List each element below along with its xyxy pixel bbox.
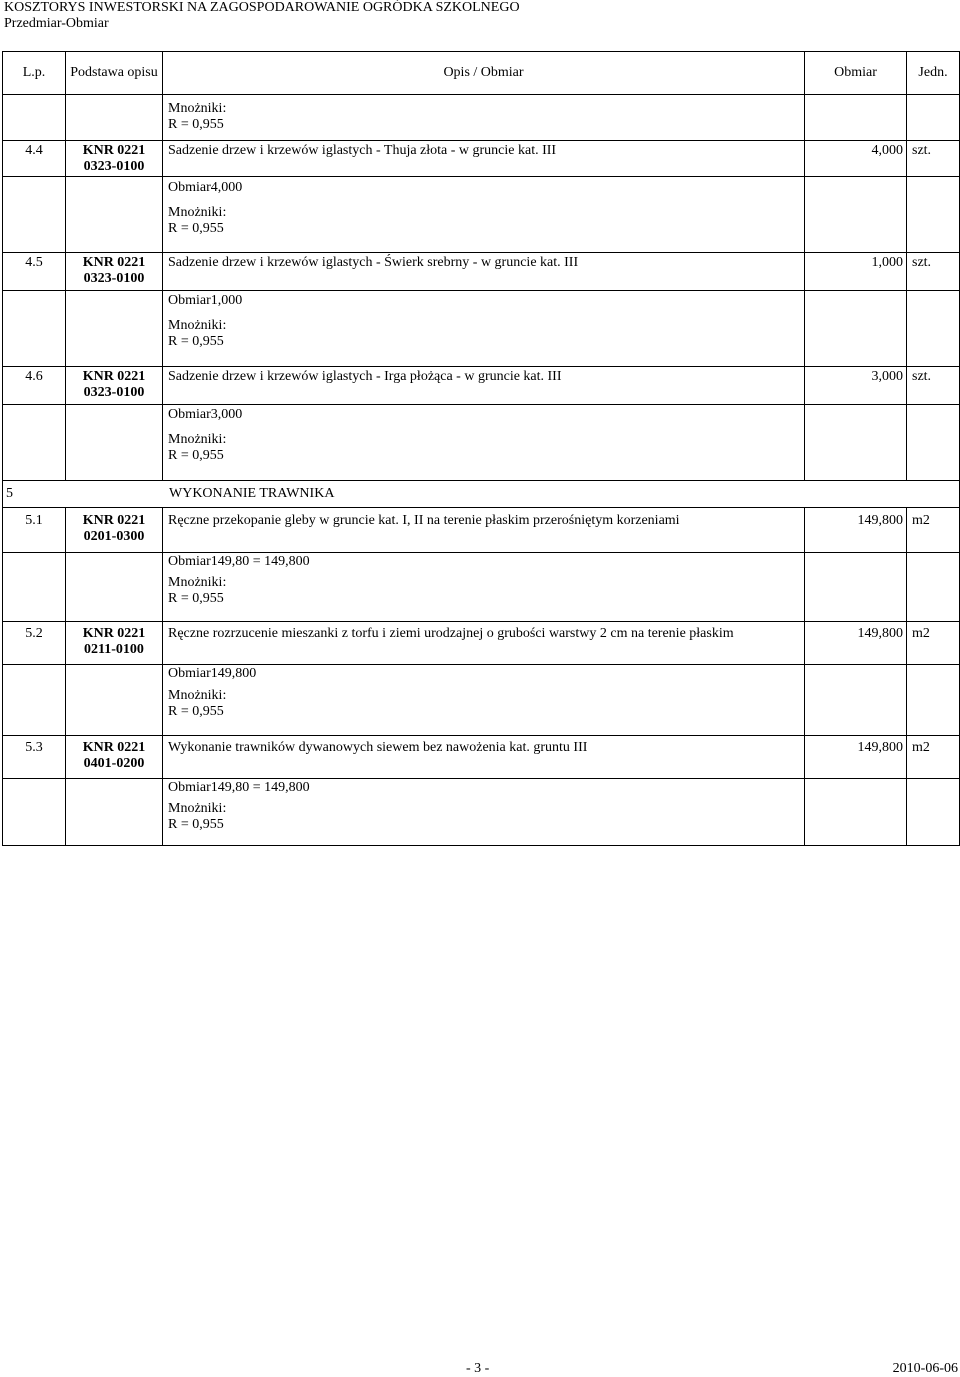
kod-line1: KNR 0221 — [82, 513, 146, 528]
col-header-lp: L.p. — [3, 52, 66, 95]
kod-line2: 0323-0100 — [83, 271, 145, 286]
obmiar-cell — [163, 553, 805, 622]
row-obmiar: 3,000 — [805, 367, 907, 405]
kod-line2: 0401-0200 — [83, 756, 145, 771]
obmiar-line: Obmiar1,000 — [168, 293, 243, 308]
table-row — [3, 779, 960, 846]
row-kod — [66, 367, 163, 405]
page-number: - 3 - — [466, 1361, 490, 1376]
section-number: 5 — [6, 486, 13, 501]
row-opis: Wykonanie trawników dywanowych siewem bez nawożenia kat. gruntu III — [163, 736, 805, 779]
kod-line2: 0323-0100 — [83, 159, 145, 174]
obmiar-line: Obmiar149,80 = 149,800 — [168, 780, 310, 795]
multiplier-value: R = 0,955 — [168, 221, 224, 236]
document-date: 2010-06-06 — [892, 1361, 958, 1376]
obmiar-cell — [163, 291, 805, 367]
row-kod — [66, 141, 163, 177]
multiplier-cell — [163, 95, 805, 141]
row-opis: Ręczne przekopanie gleby w gruncie kat. I, II na terenie płaskim przerośniętym korzeniami — [163, 508, 805, 553]
obmiar-line: Obmiar149,800 — [168, 666, 257, 681]
row-lp: 5.1 — [3, 508, 66, 553]
row-lp: 4.5 — [3, 253, 66, 291]
obmiar-cell — [163, 779, 805, 846]
kod-line1: KNR 0221 — [82, 369, 146, 384]
cost-estimate-table — [2, 51, 960, 846]
row-jedn: szt. — [907, 141, 960, 177]
table-row — [3, 736, 960, 779]
table-row — [3, 141, 960, 177]
section-cell — [3, 481, 960, 508]
row-opis: Sadzenie drzew i krzewów iglastych - Irga płożąca - w gruncie kat. III — [163, 367, 805, 405]
document-subtitle: Przedmiar-Obmiar — [4, 16, 109, 31]
multiplier-value: R = 0,955 — [168, 334, 224, 349]
obmiar-cell — [163, 177, 805, 253]
row-lp: 4.4 — [3, 141, 66, 177]
multiplier-label: Mnożniki: — [168, 318, 227, 333]
row-jedn: m2 — [907, 736, 960, 779]
table-row — [3, 665, 960, 736]
table-row — [3, 553, 960, 622]
row-lp: 5.3 — [3, 736, 66, 779]
table-row — [3, 405, 960, 481]
row-kod — [66, 622, 163, 665]
kod-line1: KNR 0221 — [82, 255, 146, 270]
multiplier-label: Mnożniki: — [168, 801, 227, 816]
obmiar-line: Obmiar149,80 = 149,800 — [168, 554, 310, 569]
row-kod — [66, 253, 163, 291]
table-row — [3, 291, 960, 367]
table-row — [3, 622, 960, 665]
row-opis: Ręczne rozrzucenie mieszanki z torfu i ziemi urodzajnej o grubości warstwy 2 cm na terenie płaskim — [163, 622, 805, 665]
table-row — [3, 508, 960, 553]
row-obmiar: 4,000 — [805, 141, 907, 177]
multiplier-label: Mnożniki: — [168, 205, 227, 220]
col-header-jedn: Jedn. — [907, 52, 960, 95]
table-header-row — [3, 52, 960, 95]
row-opis: Sadzenie drzew i krzewów iglastych - Świerk srebrny - w gruncie kat. III — [163, 253, 805, 291]
col-header-opis: Opis / Obmiar — [163, 52, 805, 95]
multiplier-label: Mnożniki: — [168, 101, 227, 116]
row-opis: Sadzenie drzew i krzewów iglastych - Thuja złota - w gruncie kat. III — [163, 141, 805, 177]
kod-line2: 0201-0300 — [83, 529, 145, 544]
kod-line2: 0211-0100 — [84, 642, 144, 657]
row-jedn: m2 — [907, 508, 960, 553]
obmiar-cell — [163, 665, 805, 736]
row-lp: 4.6 — [3, 367, 66, 405]
kod-line1: KNR 0221 — [82, 143, 146, 158]
col-header-podstawa: Podstawa opisu — [66, 52, 163, 95]
row-obmiar: 149,800 — [805, 736, 907, 779]
multiplier-label: Mnożniki: — [168, 575, 227, 590]
obmiar-line: Obmiar3,000 — [168, 407, 243, 422]
multiplier-value: R = 0,955 — [168, 117, 224, 132]
row-jedn: m2 — [907, 622, 960, 665]
multiplier-value: R = 0,955 — [168, 817, 224, 832]
row-kod — [66, 736, 163, 779]
row-jedn: szt. — [907, 253, 960, 291]
col-header-obmiar: Obmiar — [805, 52, 907, 95]
multiplier-label: Mnożniki: — [168, 432, 227, 447]
multiplier-value: R = 0,955 — [168, 448, 224, 463]
table-row — [3, 253, 960, 291]
table-row — [3, 367, 960, 405]
section-row — [3, 481, 960, 508]
kod-line2: 0323-0100 — [83, 385, 145, 400]
obmiar-line: Obmiar4,000 — [168, 180, 243, 195]
obmiar-cell — [163, 405, 805, 481]
section-title: WYKONANIE TRAWNIKA — [169, 486, 335, 501]
table-row — [3, 177, 960, 253]
row-obmiar: 149,800 — [805, 508, 907, 553]
row-lp: 5.2 — [3, 622, 66, 665]
row-kod — [66, 508, 163, 553]
table-row — [3, 95, 960, 141]
kod-line1: KNR 0221 — [82, 626, 146, 641]
multiplier-value: R = 0,955 — [168, 591, 224, 606]
document-title: KOSZTORYS INWESTORSKI NA ZAGOSPODAROWANIE OGRÓDKA SZKOLNEGO — [4, 0, 520, 15]
row-obmiar: 149,800 — [805, 622, 907, 665]
multiplier-label: Mnożniki: — [168, 688, 227, 703]
multiplier-value: R = 0,955 — [168, 704, 224, 719]
kod-line1: KNR 0221 — [82, 740, 146, 755]
row-jedn: szt. — [907, 367, 960, 405]
row-obmiar: 1,000 — [805, 253, 907, 291]
